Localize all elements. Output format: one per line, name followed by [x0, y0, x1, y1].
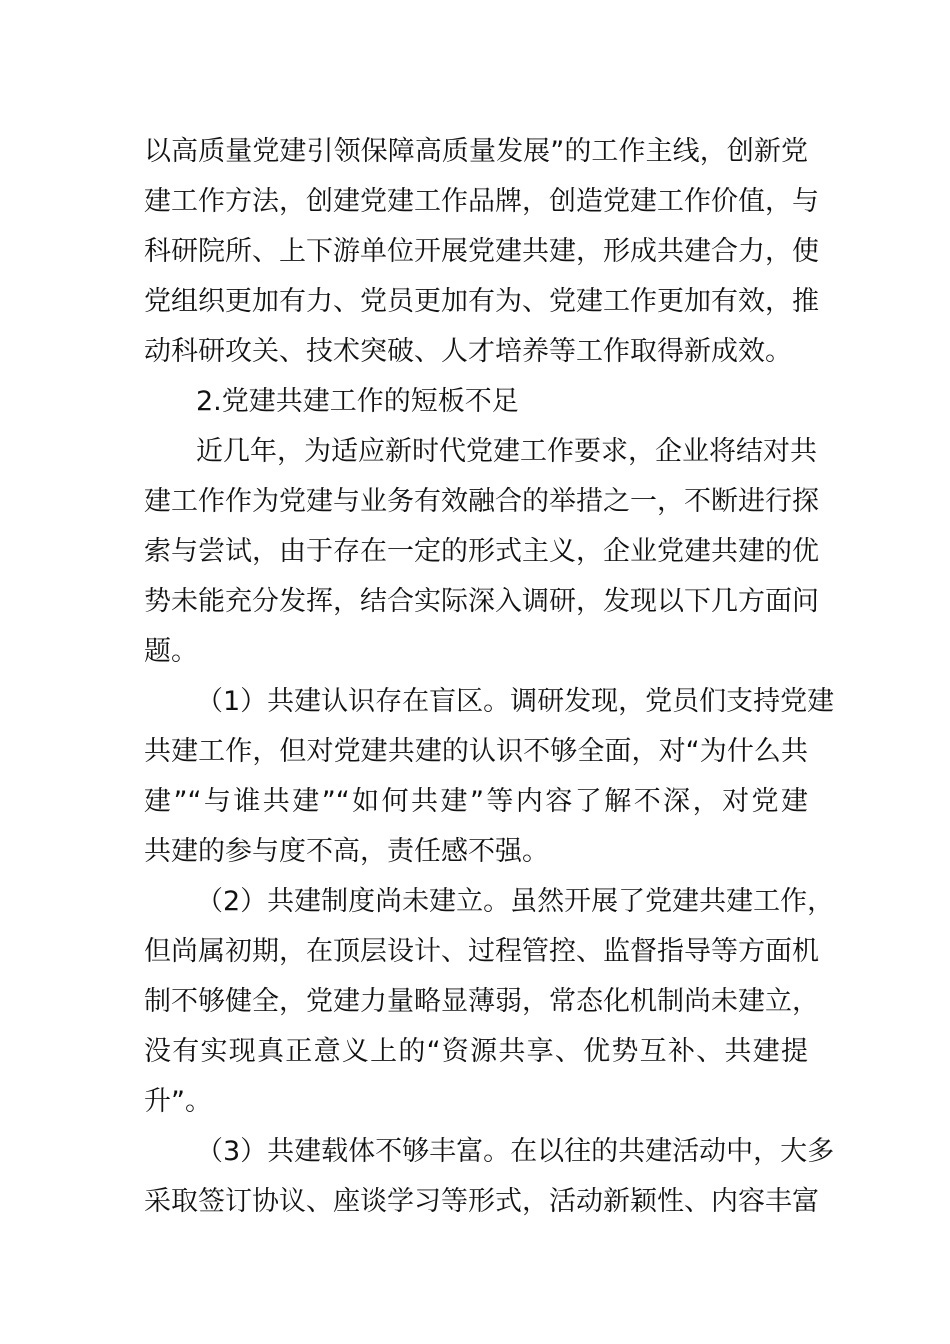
paragraph-first-line: 近几年，为适应新时代党建工作要求，企业将结对共	[196, 436, 817, 467]
list-item-1-heading: （1）共建认识存在盲区。调研发现，党员们支持党建	[196, 686, 835, 717]
section-heading: 2.党建共建工作的短板不足	[196, 386, 519, 417]
text-line: 采取签订协议、座谈学习等形式，活动新颖性、内容丰富	[144, 1186, 819, 1217]
text-line: 制不够健全，党建力量略显薄弱，常态化机制尚未建立，	[144, 986, 819, 1017]
text-line: 共建的参与度不高，责任感不强。	[144, 836, 549, 867]
text-line: 题。	[144, 636, 198, 667]
text-line: 党组织更加有力、党员更加有为、党建工作更加有效，推	[144, 286, 819, 317]
text-line: 共建工作，但对党建共建的认识不够全面，对“为什么共	[144, 736, 808, 767]
list-item-3-heading: （3）共建载体不够丰富。在以往的共建活动中，大多	[196, 1136, 835, 1167]
text-line: 动科研攻关、技术突破、人才培养等工作取得新成效。	[144, 336, 792, 367]
text-line: 升”。	[144, 1086, 212, 1117]
text-line: 索与尝试，由于存在一定的形式主义，企业党建共建的优	[144, 536, 819, 567]
text-line: 科研院所、上下游单位开展党建共建，形成共建合力，使	[144, 236, 819, 267]
text-line: 建”“与谁共建”“如何共建”等内容了解不深，对党建	[144, 786, 808, 817]
text-line: 以高质量党建引领保障高质量发展”的工作主线，创新党	[144, 136, 808, 167]
text-line: 建工作方法，创建党建工作品牌，创造党建工作价值，与	[144, 186, 819, 217]
text-line: 没有实现真正意义上的“资源共享、优势互补、共建提	[144, 1036, 808, 1067]
list-item-2-heading: （2）共建制度尚未建立。虽然开展了党建共建工作，	[196, 886, 835, 917]
text-line: 建工作作为党建与业务有效融合的举措之一，不断进行探	[144, 486, 819, 517]
text-line: 势未能充分发挥，结合实际深入调研，发现以下几方面问	[144, 586, 819, 617]
text-line: 但尚属初期，在顶层设计、过程管控、监督指导等方面机	[144, 936, 819, 967]
